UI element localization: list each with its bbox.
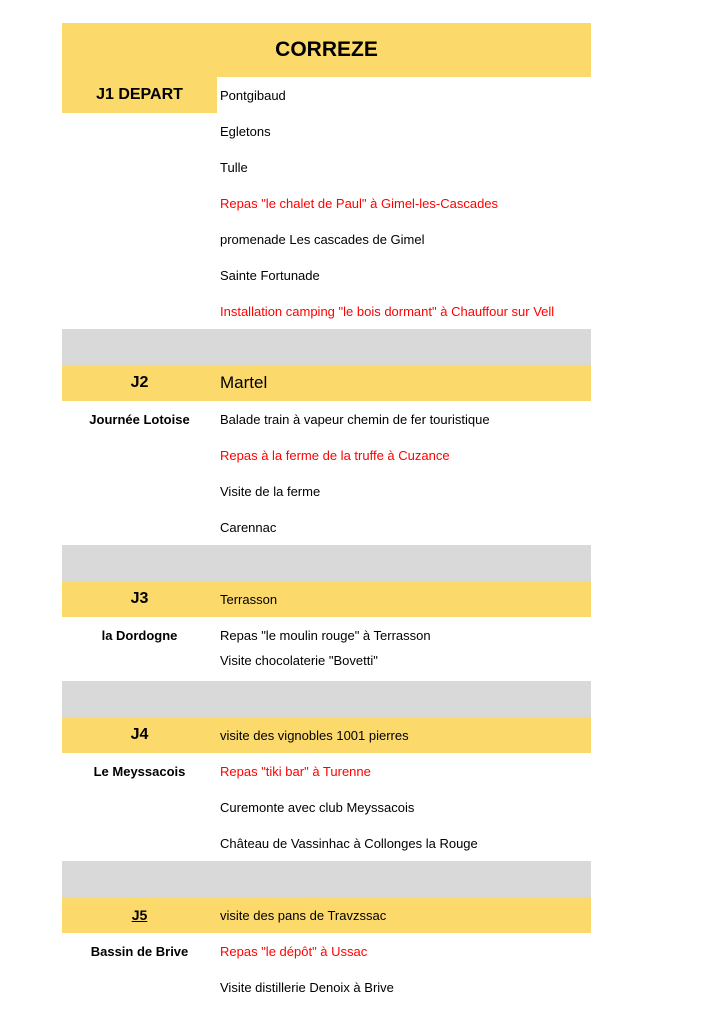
day-row-j2-3 [62,473,591,509]
stop-item: Tulle [220,159,248,175]
stop-item: Visite distillerie Denoix à Brive [220,979,394,995]
day-headline-j2: Martel [220,373,268,392]
day-subtitle-j3: la Dordogne [101,627,178,643]
day-separator [62,545,591,581]
day-header-j2 [62,365,591,401]
day-label-j4: J4 [130,726,149,743]
sheet-title: CORREZE [62,23,591,77]
stop-item: Château de Vassinhac à Collonges la Rouge [220,835,478,851]
day-row-j5-2 [62,969,591,1005]
stop-item: Carennac [220,519,277,535]
day-row-j1-1 [62,77,591,113]
day-row-j5-1 [62,933,591,969]
empty-cell [62,473,217,509]
day-label-j1: J1 DEPART [62,77,217,113]
stop-item: promenade Les cascades de Gimel [220,231,425,247]
day-row-j2-1 [62,401,591,437]
day-row-j1-7 [62,293,591,329]
day-header-j4 [62,717,591,753]
stop-item: Visite de la ferme [220,483,321,499]
day-header-j5 [62,897,591,933]
day-subtitle-j4: Le Meyssacois [93,763,186,779]
stop-item: Balade train à vapeur chemin de fer touristique [220,411,490,427]
day-header-j3 [62,581,591,617]
accommodation-item: Installation camping "le bois dormant" à Chauffour sur Vell [220,303,555,319]
meal-item: Repas "le moulin rouge" à Terrasson [220,627,431,643]
day-label-j2: J2 [130,374,149,391]
day-row-j1-4 [62,185,591,221]
itinerary-sheet [62,23,591,1005]
day-row-j1-3 [62,149,591,185]
day-label-j5: J5 [131,907,148,923]
empty-cell [62,825,217,861]
empty-cell [62,113,217,149]
empty-cell [62,185,217,221]
day-row-j1-2 [62,113,591,149]
day-headline-j5: visite des pans de Travzssac [220,907,387,923]
day-headline-j3: Terrasson [220,591,278,607]
empty-cell [62,969,217,1005]
meal-item: Repas "le chalet de Paul" à Gimel-les-Cascades [220,195,499,211]
meal-item: Repas "le dépôt" à Ussac [220,943,368,959]
empty-cell [62,293,217,329]
empty-cell [62,653,217,681]
day-separator [62,861,591,897]
day-separator [62,329,591,365]
day-headline-j4: visite des vignobles 1001 pierres [220,727,409,743]
day-row-j3-1 [62,617,591,653]
day-row-j1-5 [62,221,591,257]
day-separator [62,681,591,717]
day-subtitle-j5: Bassin de Brive [90,943,189,959]
empty-cell [62,149,217,185]
stop-item: Egletons [220,123,271,139]
empty-cell [62,789,217,825]
day-row-j2-4 [62,509,591,545]
day-row-j4-3 [62,825,591,861]
day-subtitle-j2: Journée Lotoise [89,411,190,427]
stop-item: Visite chocolaterie "Bovetti" [220,653,378,668]
stop-item: Curemonte avec club Meyssacois [220,799,415,815]
day-row-j4-1 [62,753,591,789]
meal-item: Repas "tiki bar" à Turenne [220,763,371,779]
empty-cell [62,221,217,257]
stop-item: Pontgibaud [220,87,286,103]
day-label-j3: J3 [130,590,149,607]
day-row-j3-2 [62,653,591,681]
day-row-j1-6 [62,257,591,293]
meal-item: Repas à la ferme de la truffe à Cuzance [220,447,450,463]
empty-cell [62,437,217,473]
empty-cell [62,257,217,293]
empty-cell [62,509,217,545]
day-row-j4-2 [62,789,591,825]
stop-item: Sainte Fortunade [220,267,320,283]
day-row-j2-2 [62,437,591,473]
